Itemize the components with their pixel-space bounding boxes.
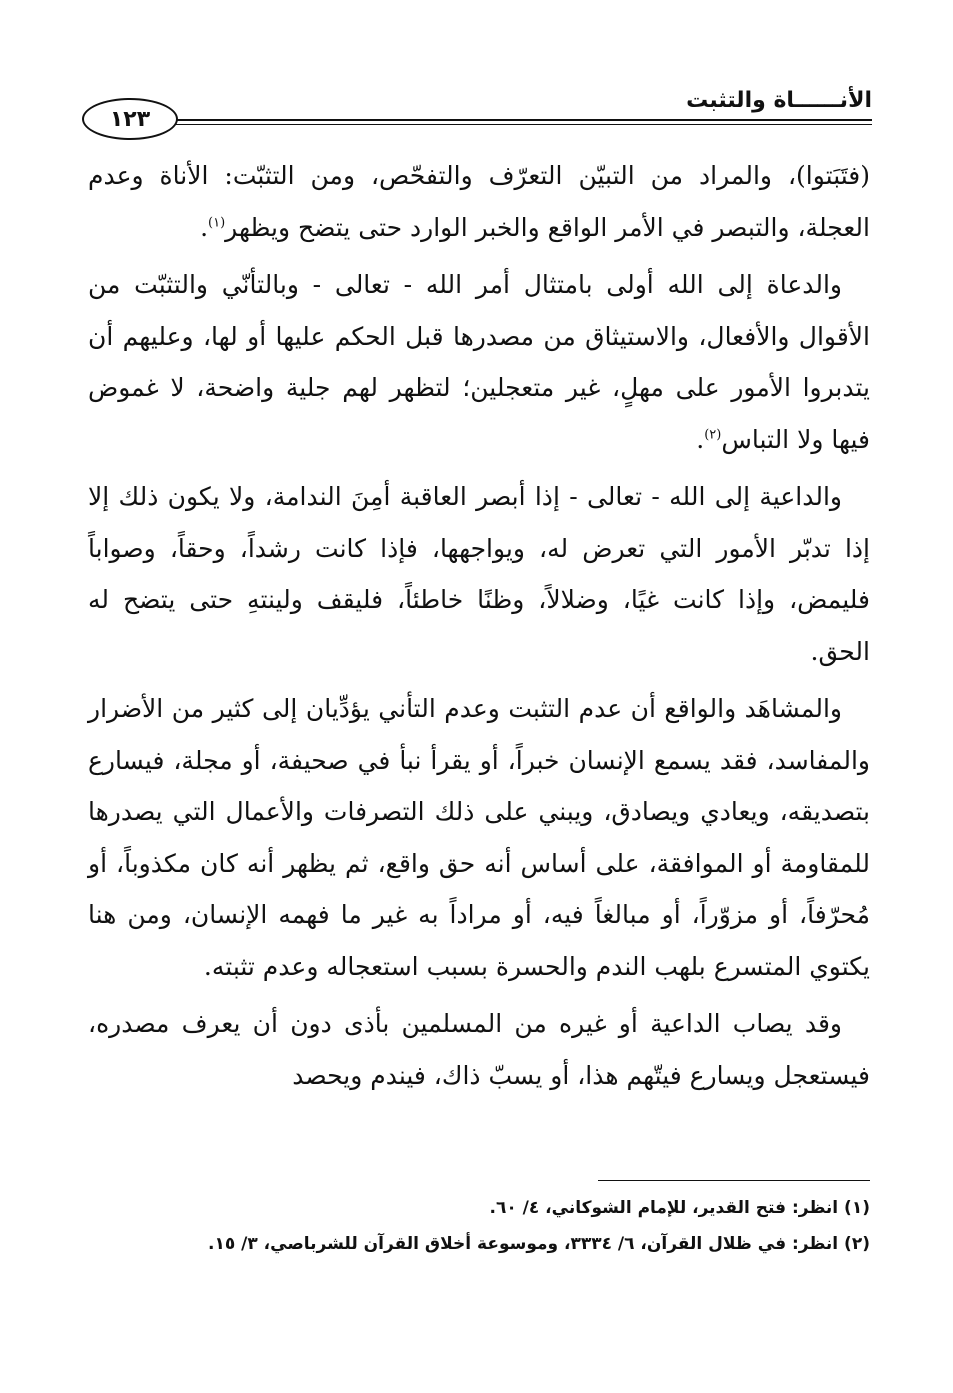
paragraph-text: والمشاهَد والواقع أن عدم التثبت وعدم التأني يؤدِّيان إلى كثير من الأضرار والمفاسد، فقد يسمع الإنسان خبراً، أو يقرأ نبأ في صحيفة، أو مجلة، فيسارع بتصديقه، ويعادي ويصادق، ويبني على ذلك التصرفات والأعمال التي يصدرها للمقاومة أو الموافقة، على أساس أنه حق واقع، ثم يظهر أنه كان مكذوباً، أو مُحرّفاً، أو مزوّراً، أو مبالغاً فيه، أو مراداً به غير ما فهمه الإنسان، ومن هنا يكتوي المتسرع بلهب الندم والحسرة بسبب استعجاله وعدم تثبته. <box>88 694 870 981</box>
footnote-ref: (١) <box>208 215 226 231</box>
footnote-divider <box>598 1180 870 1181</box>
footnote: (٢) انظر: في ظلال القرآن، ٦/ ٣٣٣٤، وموسوعة أخلاق القرآن للشرباصي، ٣/ ١٥. <box>207 1234 870 1254</box>
running-header <box>82 86 872 146</box>
paragraph-text: (فتَبَتوا)، والمراد من التبيّن التعرّف والتفحّص، ومن التثبّت: الأناة وعدم العجلة، والتبصر في الأمر الواقع والخبر الوارد حتى يتضح ويظهر <box>88 161 870 242</box>
page-number: ١٢٣ <box>82 98 178 140</box>
paragraph-text: والداعية إلى الله - تعالى - إذا أبصر العاقبة أمِنَ الندامة، ولا يكون ذلك إلا إذا تدبّر الأمور التي تعرض له، ويواجهها، فإذا كانت رشداً، وحقاً، وصواباً فليمض، وإذا كانت غيًا، وضلالاً، وظنًا خاطئاً، فليقف ولينتهِ حتى يتضح له الحق. <box>88 482 870 666</box>
paragraph <box>88 150 870 253</box>
body-text <box>88 150 870 1107</box>
header-title: الأنــــــاة والتثبت <box>686 88 872 113</box>
header-rule <box>174 119 872 121</box>
footnotes <box>88 1190 870 1262</box>
paragraph <box>88 259 870 465</box>
footnote: (١) انظر: فتح القدير، للإمام الشوكاني، ٤/ ٦٠. <box>489 1198 870 1218</box>
paragraph <box>88 998 870 1101</box>
paragraph-text: والدعاة إلى الله أولى بامتثال أمر الله - تعالى - وبالتأنّي والتثبّت من الأقوال والأفعال، والاستيثاق من مصدرها قبل الحكم عليها أو لها، وعليهم أن يتدبروا الأمور على مهلٍ، غير متعجلين؛ لتظهر لهم جلية واضحة، لا غموض فيها ولا التباس <box>88 270 870 454</box>
paragraph-end: . <box>696 424 705 454</box>
footnote-ref: (٢) <box>704 427 722 443</box>
paragraph-end: . <box>200 212 209 242</box>
paragraph <box>88 471 870 677</box>
header-rule-thin <box>174 124 872 125</box>
paragraph-text: وقد يصاب الداعية أو غيره من المسلمين بأذى دون أن يعرف مصدره، فيستعجل ويسارع فيتّهم هذا، أو يسبّ ذاك، فيندم ويحصد <box>88 1009 870 1090</box>
paragraph <box>88 683 870 992</box>
